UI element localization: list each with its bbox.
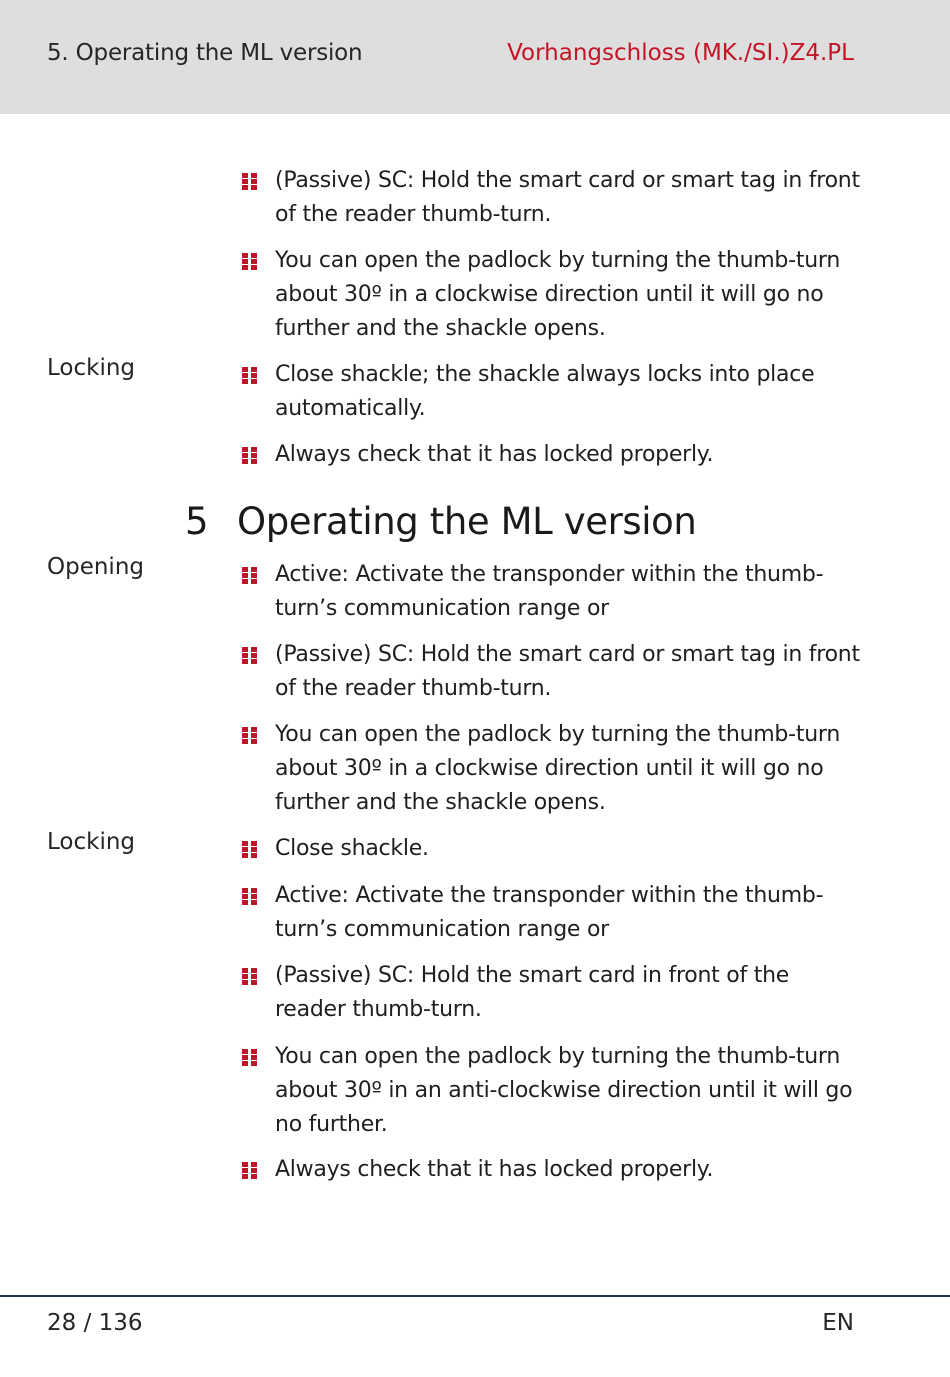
list-item [242, 879, 862, 947]
page-number: 28 / 136 [47, 1310, 143, 1336]
list-item-text: You can open the padlock by turning the thumb-turn about 30º in a clockwise direction until it will go no further and the shackle opens. [275, 722, 841, 815]
footer-divider [0, 1295, 950, 1297]
list-item-text: Always check that it has locked properly. [275, 442, 714, 467]
list-item [242, 244, 862, 346]
header-product-name: Vorhangschloss (MK./SI.)Z4.PL [507, 40, 854, 66]
red-grid-bullet-icon [242, 841, 258, 857]
header-section-title: 5. Operating the ML version [47, 40, 363, 66]
list-item-text: Close shackle; the shackle always locks into place automatically. [275, 362, 815, 421]
list-item-text: Active: Activate the transponder within the thumb-turn’s communication range or [275, 562, 824, 621]
red-grid-bullet-icon [242, 888, 258, 904]
red-grid-bullet-icon [242, 727, 258, 743]
list-item-text: Active: Activate the transponder within the thumb-turn’s communication range or [275, 883, 824, 942]
red-grid-bullet-icon [242, 447, 258, 463]
list-item-text: Always check that it has locked properly. [275, 1157, 714, 1182]
list-item [242, 1153, 862, 1187]
list-item [242, 638, 862, 706]
list-item-text: You can open the padlock by turning the thumb-turn about 30º in an anti-clockwise direction until it will go no further. [275, 1044, 853, 1137]
list-item [242, 438, 862, 472]
list-item-text: (Passive) SC: Hold the smart card or smart tag in front of the reader thumb-turn. [275, 168, 860, 227]
list-item [242, 164, 862, 232]
list-item-text: Close shackle. [275, 836, 429, 861]
list-item [242, 959, 862, 1027]
red-grid-bullet-icon [242, 253, 258, 269]
side-label-locking: Locking [47, 355, 136, 381]
red-grid-bullet-icon [242, 1162, 258, 1178]
red-grid-bullet-icon [242, 567, 258, 583]
list-item [242, 832, 862, 866]
side-label-locking: Locking [47, 829, 136, 855]
red-grid-bullet-icon [242, 367, 258, 383]
list-item [242, 718, 862, 820]
red-grid-bullet-icon [242, 173, 258, 189]
page-header [0, 0, 950, 114]
side-label-opening: Opening [47, 554, 144, 580]
section-number: 5 [185, 500, 209, 543]
section-title: Operating the ML version [237, 500, 697, 543]
red-grid-bullet-icon [242, 1049, 258, 1065]
language-code: EN [822, 1310, 854, 1336]
list-item [242, 558, 862, 626]
red-grid-bullet-icon [242, 968, 258, 984]
list-item-text: (Passive) SC: Hold the smart card or smart tag in front of the reader thumb-turn. [275, 642, 860, 701]
list-item [242, 1040, 862, 1142]
list-item-text: (Passive) SC: Hold the smart card in front of the reader thumb-turn. [275, 963, 790, 1022]
list-item [242, 358, 862, 426]
list-item-text: You can open the padlock by turning the thumb-turn about 30º in a clockwise direction until it will go no further and the shackle opens. [275, 248, 841, 341]
red-grid-bullet-icon [242, 647, 258, 663]
